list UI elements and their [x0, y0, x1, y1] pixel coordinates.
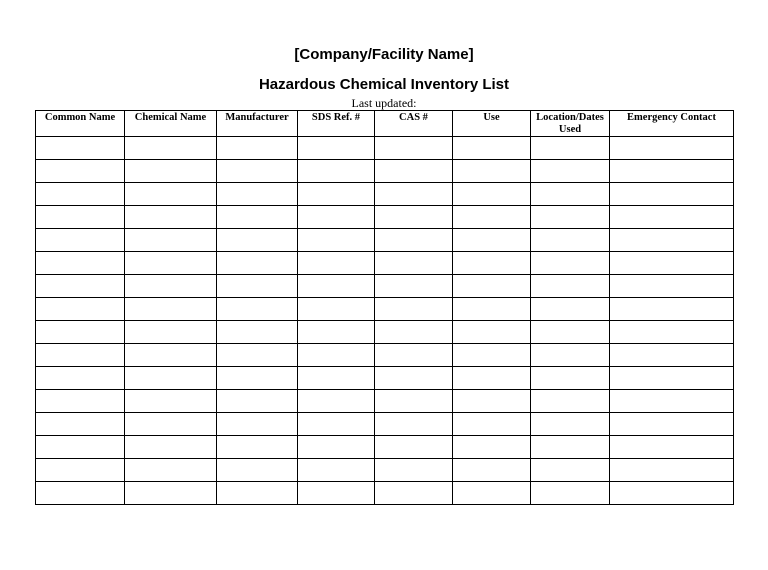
- table-cell[interactable]: [531, 160, 610, 183]
- table-cell[interactable]: [610, 482, 734, 505]
- table-cell[interactable]: [531, 298, 610, 321]
- table-row: [36, 137, 734, 160]
- table-cell[interactable]: [531, 183, 610, 206]
- table-cell[interactable]: [36, 459, 125, 482]
- table-cell[interactable]: [453, 482, 531, 505]
- table-cell[interactable]: [610, 183, 734, 206]
- table-cell[interactable]: [610, 321, 734, 344]
- table-cell[interactable]: [125, 160, 217, 183]
- table-cell[interactable]: [610, 436, 734, 459]
- table-cell[interactable]: [36, 321, 125, 344]
- table-cell[interactable]: [453, 137, 531, 160]
- table-cell[interactable]: [453, 413, 531, 436]
- table-cell[interactable]: [375, 183, 453, 206]
- table-cell[interactable]: [298, 459, 375, 482]
- table-cell[interactable]: [36, 413, 125, 436]
- table-cell[interactable]: [531, 252, 610, 275]
- table-cell[interactable]: [36, 436, 125, 459]
- table-cell[interactable]: [531, 321, 610, 344]
- table-cell[interactable]: [125, 459, 217, 482]
- table-row: [36, 390, 734, 413]
- table-cell[interactable]: [36, 160, 125, 183]
- table-cell[interactable]: [610, 275, 734, 298]
- table-cell[interactable]: [125, 275, 217, 298]
- table-cell[interactable]: [375, 482, 453, 505]
- table-cell[interactable]: [531, 275, 610, 298]
- table-cell[interactable]: [36, 252, 125, 275]
- table-cell[interactable]: [125, 252, 217, 275]
- table-cell[interactable]: [36, 206, 125, 229]
- table-cell[interactable]: [125, 229, 217, 252]
- table-cell[interactable]: [453, 206, 531, 229]
- table-cell[interactable]: [298, 183, 375, 206]
- table-cell[interactable]: [375, 436, 453, 459]
- table-cell[interactable]: [125, 137, 217, 160]
- table-row: [36, 459, 734, 482]
- table-cell[interactable]: [531, 206, 610, 229]
- table-cell[interactable]: [531, 390, 610, 413]
- table-row: [36, 206, 734, 229]
- table-cell[interactable]: [125, 298, 217, 321]
- table-cell[interactable]: [36, 390, 125, 413]
- table-cell[interactable]: [531, 367, 610, 390]
- table-cell[interactable]: [36, 229, 125, 252]
- table-cell[interactable]: [375, 367, 453, 390]
- table-cell[interactable]: [217, 183, 298, 206]
- table-cell[interactable]: [610, 344, 734, 367]
- table-cell[interactable]: [610, 252, 734, 275]
- table-cell[interactable]: [453, 321, 531, 344]
- table-cell[interactable]: [531, 137, 610, 160]
- table-row: [36, 183, 734, 206]
- table-cell[interactable]: [375, 252, 453, 275]
- table-cell[interactable]: [217, 344, 298, 367]
- table-cell[interactable]: [375, 413, 453, 436]
- table-cell[interactable]: [375, 160, 453, 183]
- table-cell[interactable]: [531, 344, 610, 367]
- table-cell[interactable]: [217, 275, 298, 298]
- table-cell[interactable]: [453, 183, 531, 206]
- table-cell[interactable]: [217, 413, 298, 436]
- table-cell[interactable]: [36, 298, 125, 321]
- table-cell[interactable]: [125, 367, 217, 390]
- table-cell[interactable]: [298, 137, 375, 160]
- table-cell[interactable]: [36, 275, 125, 298]
- table-row: [36, 252, 734, 275]
- table-body: [36, 137, 734, 505]
- table-cell[interactable]: [298, 298, 375, 321]
- table-cell[interactable]: [531, 482, 610, 505]
- table-cell[interactable]: [610, 413, 734, 436]
- table-cell[interactable]: [531, 413, 610, 436]
- table-cell[interactable]: [453, 252, 531, 275]
- company-facility-name: [Company/Facility Name]: [294, 46, 474, 63]
- table-cell[interactable]: [36, 183, 125, 206]
- table-cell[interactable]: [298, 321, 375, 344]
- document-title: Hazardous Chemical Inventory List: [258, 76, 510, 93]
- table-cell[interactable]: [375, 298, 453, 321]
- header-chemical-name: Chemical Name: [125, 111, 217, 137]
- table-cell[interactable]: [125, 482, 217, 505]
- table-cell[interactable]: [298, 252, 375, 275]
- table-cell[interactable]: [375, 321, 453, 344]
- table-cell[interactable]: [610, 206, 734, 229]
- header-manufacturer: Manufacturer: [217, 111, 298, 137]
- table-cell[interactable]: [125, 390, 217, 413]
- table-cell[interactable]: [453, 390, 531, 413]
- table-header-row: [36, 111, 734, 137]
- table-cell[interactable]: [375, 275, 453, 298]
- table-cell[interactable]: [125, 344, 217, 367]
- table-row: [36, 367, 734, 390]
- header-common-name: Common Name: [36, 111, 125, 137]
- table-cell[interactable]: [217, 252, 298, 275]
- table-cell[interactable]: [298, 344, 375, 367]
- table-cell[interactable]: [217, 206, 298, 229]
- table-cell[interactable]: [298, 367, 375, 390]
- table-cell[interactable]: [298, 275, 375, 298]
- table-cell[interactable]: [531, 436, 610, 459]
- table-cell[interactable]: [453, 436, 531, 459]
- table-cell[interactable]: [125, 413, 217, 436]
- header-use: Use: [453, 111, 531, 137]
- table-cell[interactable]: [375, 206, 453, 229]
- table-row: [36, 298, 734, 321]
- table-cell[interactable]: [453, 298, 531, 321]
- table-cell[interactable]: [217, 137, 298, 160]
- table-cell[interactable]: [125, 436, 217, 459]
- table-row: [36, 436, 734, 459]
- table-cell[interactable]: [531, 229, 610, 252]
- table-cell[interactable]: [36, 482, 125, 505]
- table-cell[interactable]: [375, 137, 453, 160]
- table-row: [36, 160, 734, 183]
- table-cell[interactable]: [125, 183, 217, 206]
- table-cell[interactable]: [298, 413, 375, 436]
- table-row: [36, 413, 734, 436]
- table-cell[interactable]: [217, 321, 298, 344]
- table-cell[interactable]: [610, 160, 734, 183]
- table-cell[interactable]: [298, 229, 375, 252]
- table-cell[interactable]: [125, 206, 217, 229]
- header-cas-number: CAS #: [375, 111, 453, 137]
- header-sds-ref: SDS Ref. #: [298, 111, 375, 137]
- table-cell[interactable]: [375, 229, 453, 252]
- table-cell[interactable]: [36, 137, 125, 160]
- table-row: [36, 482, 734, 505]
- table-cell[interactable]: [610, 390, 734, 413]
- table-cell[interactable]: [453, 459, 531, 482]
- table-cell[interactable]: [298, 206, 375, 229]
- table-cell[interactable]: [217, 482, 298, 505]
- table-cell[interactable]: [453, 229, 531, 252]
- table-cell[interactable]: [298, 160, 375, 183]
- table-cell[interactable]: [217, 459, 298, 482]
- header-location-dates-used: Location/Dates Used: [531, 111, 610, 137]
- table-row: [36, 321, 734, 344]
- table-cell[interactable]: [36, 367, 125, 390]
- table-cell[interactable]: [610, 459, 734, 482]
- table-cell[interactable]: [217, 229, 298, 252]
- table-cell[interactable]: [217, 390, 298, 413]
- table-cell[interactable]: [610, 137, 734, 160]
- table-cell[interactable]: [453, 367, 531, 390]
- table-cell[interactable]: [610, 298, 734, 321]
- table-cell[interactable]: [610, 367, 734, 390]
- chemical-inventory-table: [35, 110, 734, 505]
- table-cell[interactable]: [375, 459, 453, 482]
- table-row: [36, 344, 734, 367]
- table-cell[interactable]: [610, 229, 734, 252]
- table-cell[interactable]: [217, 160, 298, 183]
- table-cell[interactable]: [36, 344, 125, 367]
- table-row: [36, 229, 734, 252]
- table-cell[interactable]: [217, 436, 298, 459]
- table-cell[interactable]: [217, 298, 298, 321]
- table-cell[interactable]: [453, 275, 531, 298]
- table-cell[interactable]: [375, 344, 453, 367]
- table-cell[interactable]: [375, 390, 453, 413]
- table-cell[interactable]: [453, 160, 531, 183]
- table-cell[interactable]: [298, 390, 375, 413]
- header-emergency-contact: Emergency Contact: [610, 111, 734, 137]
- last-updated-label: Last updated:: [351, 96, 417, 110]
- table-cell[interactable]: [298, 436, 375, 459]
- table-cell[interactable]: [125, 321, 217, 344]
- table-cell[interactable]: [531, 459, 610, 482]
- table-cell[interactable]: [217, 367, 298, 390]
- table-cell[interactable]: [453, 344, 531, 367]
- table-cell[interactable]: [298, 482, 375, 505]
- table-row: [36, 275, 734, 298]
